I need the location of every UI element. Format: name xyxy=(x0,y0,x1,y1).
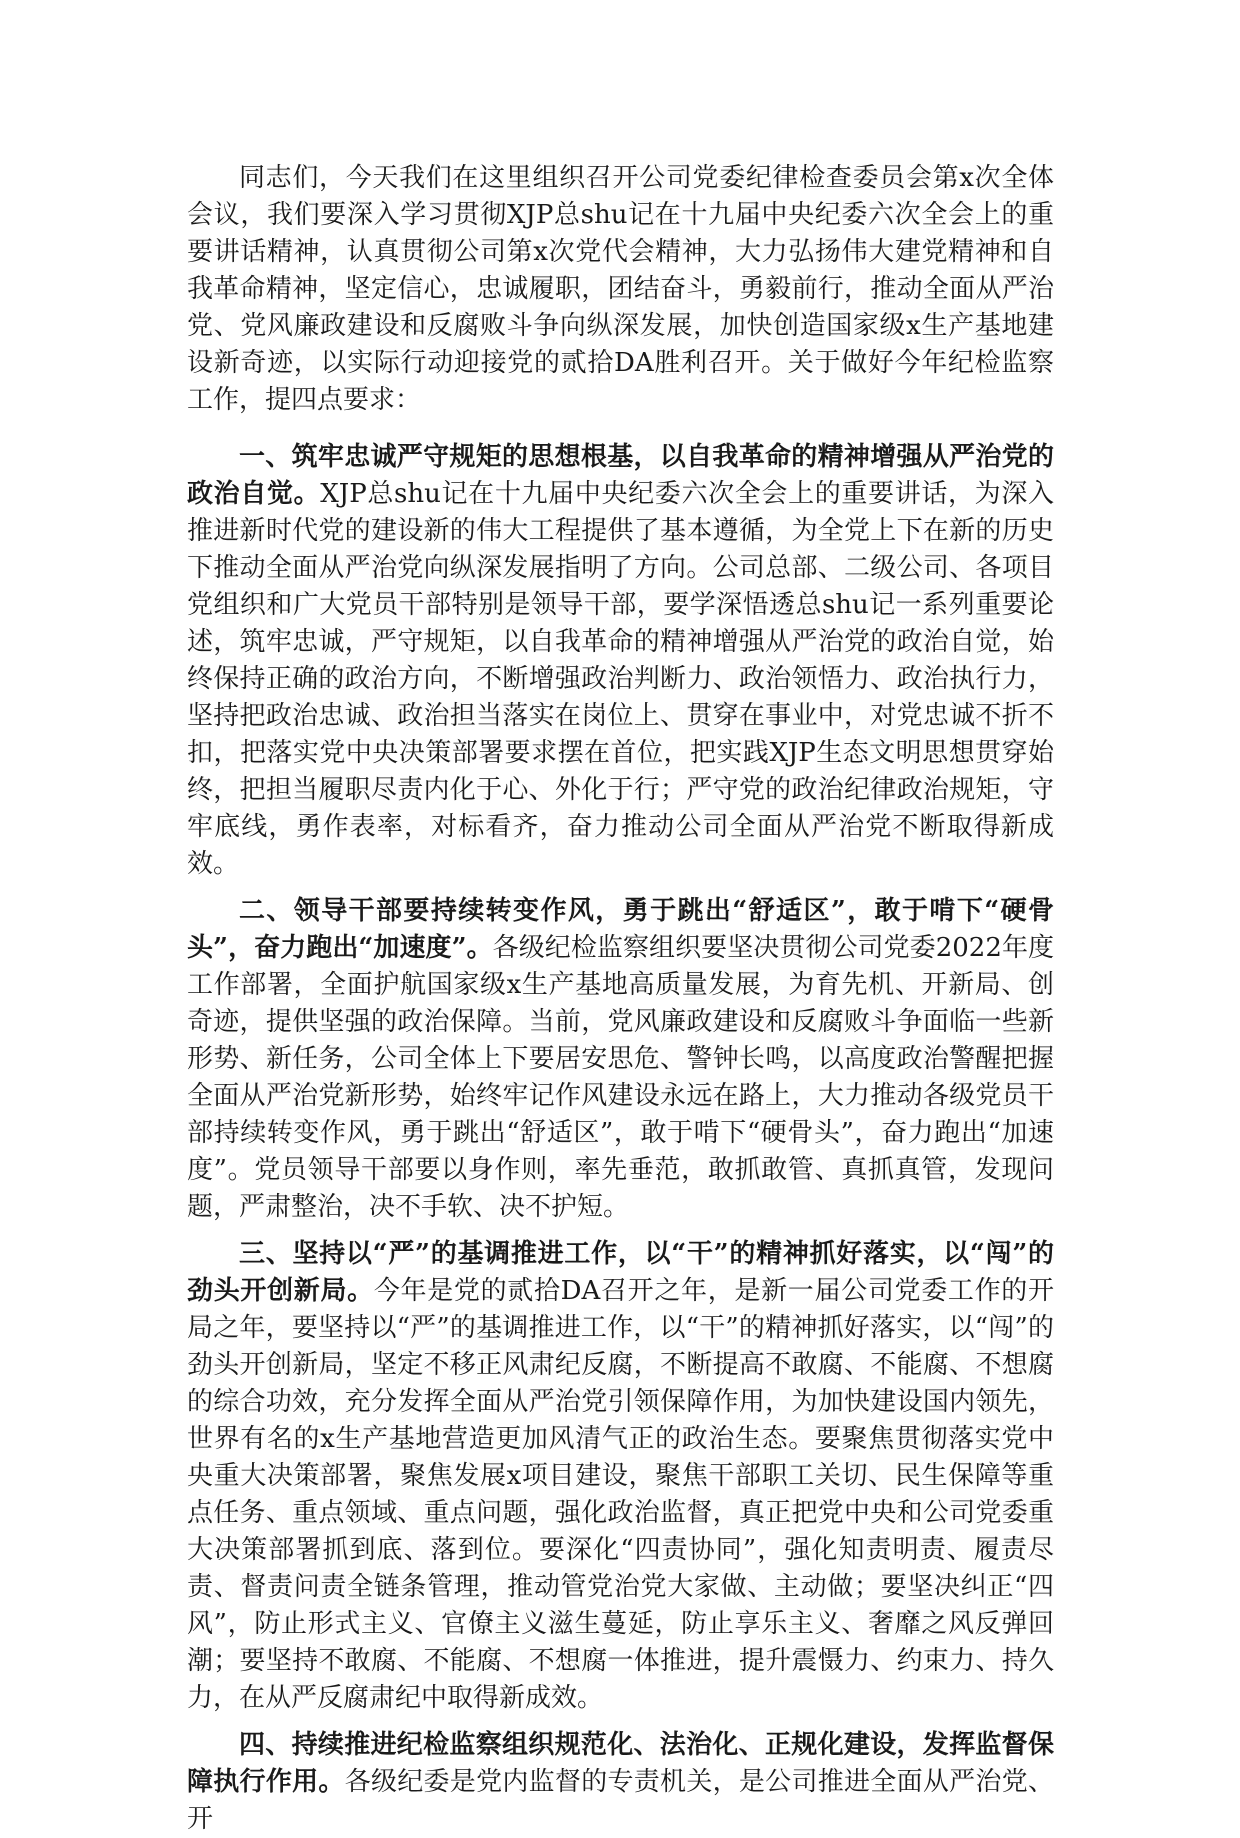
section-3-body: 今年是党的贰拾DA召开之年，是新一届公司党委工作的开局之年，要坚持以“严”的基调推进工作，以“干”的精神抓好落实，以“闯”的劲头开创新局，坚定不移正风肃纪反腐，不断提高不敢腐、不能腐、不想腐的综合功效，充分发挥全面从严治党引领保障作用，为加快建设国内领先，世界有名的x生产基地营造更加风清气正的政治生态。要聚焦贯彻落实党中央重大决策部署，聚焦发展x项目建设，聚焦干部职工关切、民生保障等重点任务、重点领域、重点问题，强化政治监督，真正把党中央和公司党委重大决策部署抓到底、落到位。要深化“四责协同”，强化知责明责、履责尽责、督责问责全链条管理，推动管党治党大家做、主动做；要坚决纠正“四风”，防止形式主义、官僚主义滋生蔓延，防止享乐主义、奢靡之风反弹回潮；要坚持不敢腐、不能腐、不想腐一体推进，提升震慑力、约束力、持久力，在从严反腐肃纪中取得新成效。 xyxy=(187,1276,1054,1713)
section-4-paragraph xyxy=(187,1727,1054,1838)
document-page xyxy=(187,160,1054,1838)
section-4-body: 各级纪委是党内监督的专责机关，是公司推进全面从严治党、开 xyxy=(187,1767,1054,1834)
section-2-body: 各级纪检监察组织要坚决贯彻公司党委2022年度工作部署，全面护航国家级x生产基地高质量发展，为育先机、开新局、创奇迹，提供坚强的政治保障。当前，党风廉政建设和反腐败斗争面临一些新形势、新任务，公司全体上下要居安思危、警钟长鸣，以高度政治警醒把握全面从严治党新形势，始终牢记作风建设永远在路上，大力推动各级党员干部持续转变作风，勇于跳出“舒适区”，敢于啃下“硬骨头”，奋力跑出“加速度”。党员领导干部要以身作则，率先垂范，敢抓敢管、真抓真管，发现问题，严肃整治，决不手软、决不护短。 xyxy=(187,933,1055,1222)
section-4-heading: 四、持续推进纪检监察组织规范化、法治化、正规化建设，发挥监督保障执行作用。 xyxy=(187,1730,1054,1797)
section-1-heading: 一、筑牢忠诚严守规矩的思想根基，以自我革命的精神增强从严治党的政治自觉。 xyxy=(187,442,1054,509)
section-3-heading: 三、坚持以“严”的基调推进工作，以“干”的精神抓好落实，以“闯”的劲头开创新局。 xyxy=(187,1239,1054,1306)
paragraph-body: 同志们，今天我们在这里组织召开公司党委纪律检查委员会第x次全体会议，我们要深入学习贯彻XJP总shu记在十九届中央纪委六次全会上的重要讲话精神，认真贯彻公司第x次党代会精神，大力弘扬伟大建党精神和自我革命精神，坚定信心，忠诚履职，团结奋斗，勇毅前行，推动全面从严治党、党风廉政建设和反腐败斗争向纵深发展，加快创造国家级x生产基地建设新奇迹，以实际行动迎接党的贰拾DA胜利召开。关于做好今年纪检监察工作，提四点要求： xyxy=(187,163,1054,415)
section-2-paragraph xyxy=(187,893,1054,1226)
intro-paragraph xyxy=(187,160,1054,419)
section-1-body: XJP总shu记在十九届中央纪委六次全会上的重要讲话，为深入推进新时代党的建设新的伟大工程提供了基本遵循，为全党上下在新的历史下推动全面从严治党向纵深发展指明了方向。公司总部、二级公司、各项目党组织和广大党员干部特别是领导干部，要学深悟透总shu记一系列重要论述，筑牢忠诚，严守规矩，以自我革命的精神增强从严治党的政治自觉，始终保持正确的政治方向，不断增强政治判断力、政治领悟力、政治执行力，坚持把政治忠诚、政治担当落实在岗位上、贯穿在事业中，对党忠诚不折不扣，把落实党中央决策部署要求摆在首位，把实践XJP生态文明思想贯穿始终，把担当履职尽责内化于心、外化于行；严守党的政治纪律政治规矩，守牢底线，勇作表率，对标看齐，奋力推动公司全面从严治党不断取得新成效。 xyxy=(187,479,1054,879)
section-2-heading: 二、领导干部要持续转变作风，勇于跳出“舒适区”，敢于啃下“硬骨头”，奋力跑出“加速度”。 xyxy=(187,896,1054,963)
section-3-paragraph xyxy=(187,1236,1054,1717)
section-1-paragraph xyxy=(187,439,1054,883)
